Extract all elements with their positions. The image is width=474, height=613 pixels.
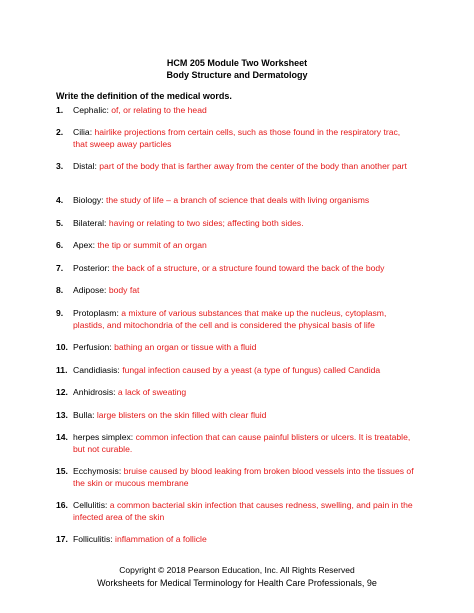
item-number: 1. — [56, 105, 64, 115]
list-item — [56, 465, 416, 489]
item-definition: fungal infection caused by a yeast (a type of fungus) called Candida — [122, 365, 381, 375]
item-definition: a lack of sweating — [117, 387, 187, 397]
item-definition: the back of a structure, or a structure found toward the back of the body — [112, 263, 385, 273]
item-definition: hairlike projections from certain cells, such as those found in the respiratory trac, that sweep away particles — [73, 127, 401, 149]
item-number: 9. — [56, 308, 64, 318]
item-definition: bruise caused by blood leaking from broken blood vessels into the tissues of the skin or mucous membrane — [73, 466, 414, 488]
item-number: 5. — [56, 218, 64, 228]
list-item — [56, 386, 416, 398]
item-number: 7. — [56, 263, 64, 273]
item-term: Apex: — [73, 240, 95, 250]
item-definition: the tip or summit of an organ — [97, 240, 207, 250]
item-definition: part of the body that is farther away from the center of the body than another part — [99, 161, 407, 171]
item-number: 13. — [56, 410, 68, 420]
list-item — [56, 284, 416, 296]
list-item — [56, 409, 416, 421]
list-item — [56, 364, 416, 376]
item-number: 11. — [56, 365, 68, 375]
item-term: Candidiasis: — [73, 365, 120, 375]
item-definition: bathing an organ or tissue with a fluid — [114, 342, 257, 352]
item-definition: the study of life – a branch of science that deals with living organisms — [105, 195, 370, 205]
list-item — [56, 262, 416, 274]
item-definition: a common bacterial skin infection that causes redness, swelling, and pain in the infected area of the skin — [73, 500, 413, 522]
item-term: Perfusion: — [73, 342, 112, 352]
instructions: Write the definition of the medical words. — [56, 91, 232, 101]
list-item — [56, 126, 416, 150]
item-number: 16. — [56, 500, 68, 510]
list-item — [56, 160, 416, 172]
list-item — [56, 217, 416, 229]
book-title: Worksheets for Medical Terminology for Health Care Professionals, 9e — [97, 578, 377, 588]
item-number: 12. — [56, 387, 68, 397]
item-number: 2. — [56, 127, 64, 137]
item-term: Protoplasm: — [73, 308, 119, 318]
item-term: Cephalic: — [73, 105, 109, 115]
item-number: 15. — [56, 466, 68, 476]
list-item — [56, 341, 416, 353]
list-item — [56, 239, 416, 251]
item-term: Adipose: — [73, 285, 107, 295]
item-number: 10. — [56, 342, 68, 352]
item-definition: large blisters on the skin filled with clear fluid — [96, 410, 267, 420]
list-item — [56, 194, 416, 206]
item-definition: common infection that can cause painful blisters or ulcers. It is treatable, but not curable. — [73, 432, 411, 454]
item-term: Cellulitis: — [73, 500, 108, 510]
item-term: Ecchymosis: — [73, 466, 122, 476]
list-item — [56, 533, 416, 545]
item-number: 6. — [56, 240, 64, 250]
list-item — [56, 307, 416, 331]
item-number: 4. — [56, 195, 64, 205]
item-term: Cilia: — [73, 127, 93, 137]
list-item — [56, 104, 416, 116]
copyright-notice: Copyright © 2018 Pearson Education, Inc. All Rights Reserved — [119, 565, 355, 575]
item-term: Folliculitis: — [73, 534, 113, 544]
item-definition: of, or relating to the head — [111, 105, 207, 115]
item-definition: body fat — [108, 285, 140, 295]
item-term: Distal: — [73, 161, 97, 171]
item-definition: having or relating to two sides; affecting both sides. — [108, 218, 304, 228]
item-definition: inflammation of a follicle — [115, 534, 207, 544]
item-number: 3. — [56, 161, 64, 171]
worksheet-title: HCM 205 Module Two Worksheet — [166, 58, 308, 68]
item-term: Anhidrosis: — [73, 387, 116, 397]
item-term: herpes simplex: — [73, 432, 134, 442]
item-term: Bilateral: — [73, 218, 107, 228]
item-number: 14. — [56, 432, 68, 442]
item-number: 17. — [56, 534, 68, 544]
item-term: Bulla: — [73, 410, 95, 420]
list-item — [56, 431, 416, 455]
list-item — [56, 499, 416, 523]
item-term: Posterior: — [73, 263, 110, 273]
item-definition: a mixture of various substances that make up the nucleus, cytoplasm, plastids, and mitochondria of the cell and is considered the physical basis of life — [73, 308, 387, 330]
item-number: 8. — [56, 285, 64, 295]
worksheet-subtitle: Body Structure and Dermatology — [166, 70, 308, 80]
item-term: Biology: — [73, 195, 104, 205]
